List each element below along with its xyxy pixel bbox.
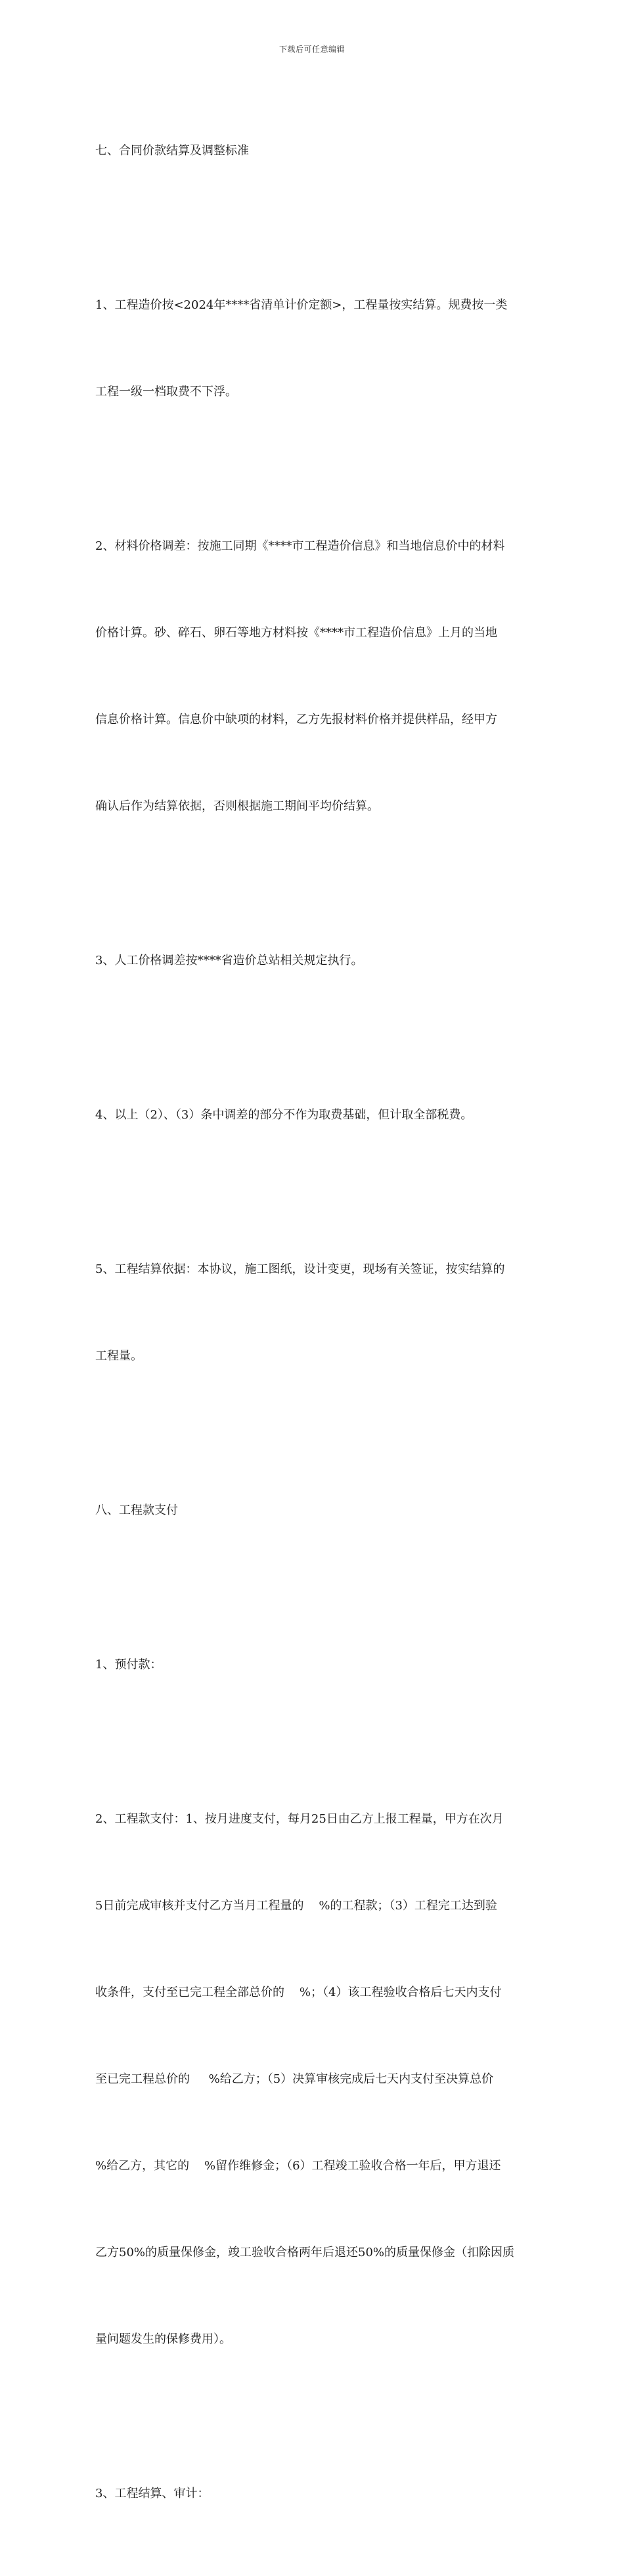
text-line: 2、材料价格调差：按施工同期《****市工程造价信息》和当地信息价中的材料 [95, 539, 505, 553]
text-line: 3、工程结算、审计： [95, 2487, 210, 2500]
text-line: 3、人工价格调差按****省造价总站相关规定执行。 [95, 954, 363, 967]
clause-3-labor-price [95, 889, 532, 1033]
document-body [95, 79, 532, 2576]
clause-2-material-price [95, 474, 532, 879]
clause-1-cost-basis [95, 233, 532, 464]
clause-4-adjustment [95, 1043, 532, 1188]
payment-2-progress [95, 1747, 532, 2412]
section-heading-payment [95, 1438, 532, 1583]
text-line: 5、工程结算依据：本协议，施工图纸，设计变更，现场有关签证，按实结算的 [95, 1262, 505, 1276]
text-line: 4、以上（2）、（3）条中调差的部分不作为取费基础，但计取全部税费。 [95, 1108, 473, 1122]
text-line: 乙方50%的质量保修金，竣工验收合格两年后退还50%的质量保修金（扣除因质 [95, 2246, 515, 2259]
text-line: 信息价格计算。信息价中缺项的材料，乙方先报材料价格并提供样品，经甲方 [95, 713, 497, 726]
text-line: 价格计算。砂、碎石、卵石等地方材料按《****市工程造价信息》上月的当地 [95, 626, 497, 640]
text-line: %给乙方，其它的 %留作维修金；（6）工程竣工验收合格一年后，甲方退还 [95, 2159, 501, 2173]
text-line: 1、预付款： [95, 1658, 162, 1672]
text-line: 2、工程款支付：1、按月进度支付，每月25日由乙方上报工程量，甲方在次月 [95, 1812, 504, 1826]
clause-5-settlement-basis [95, 1197, 532, 1429]
text-line: 5日前完成审核并支付乙方当月工程量的 %的工程款；（3）工程完工达到验 [95, 1899, 497, 1913]
text-line: 至已完工程总价的 %给乙方；（5）决算审核完成后七天内支付至决算总价 [95, 2072, 494, 2086]
text-line: 收条件，支付至已完工程全部总价的 %；（4）该工程验收合格后七天内支付 [95, 1986, 502, 1999]
section-heading-contract-price [95, 79, 532, 223]
text-line: 工程一级一档取费不下浮。 [95, 385, 237, 399]
text-line: 八、工程款支付 [95, 1503, 178, 1517]
text-line: 七、合同价款结算及调整标准 [95, 144, 249, 158]
payment-3-settlement-audit [95, 2422, 532, 2566]
page-header: 下载后可任意编辑 [279, 45, 345, 54]
text-line: 量问题发生的保修费用）。 [95, 2332, 231, 2346]
payment-1-advance [95, 1593, 532, 1737]
text-line: 确认后作为结算依据，否则根据施工期间平均价结算。 [95, 799, 379, 813]
text-line: 1、工程造价按<2024年****省清单计价定额>，工程量按实结算。规费按一类 [95, 298, 508, 312]
text-line: 工程量。 [95, 1349, 143, 1363]
